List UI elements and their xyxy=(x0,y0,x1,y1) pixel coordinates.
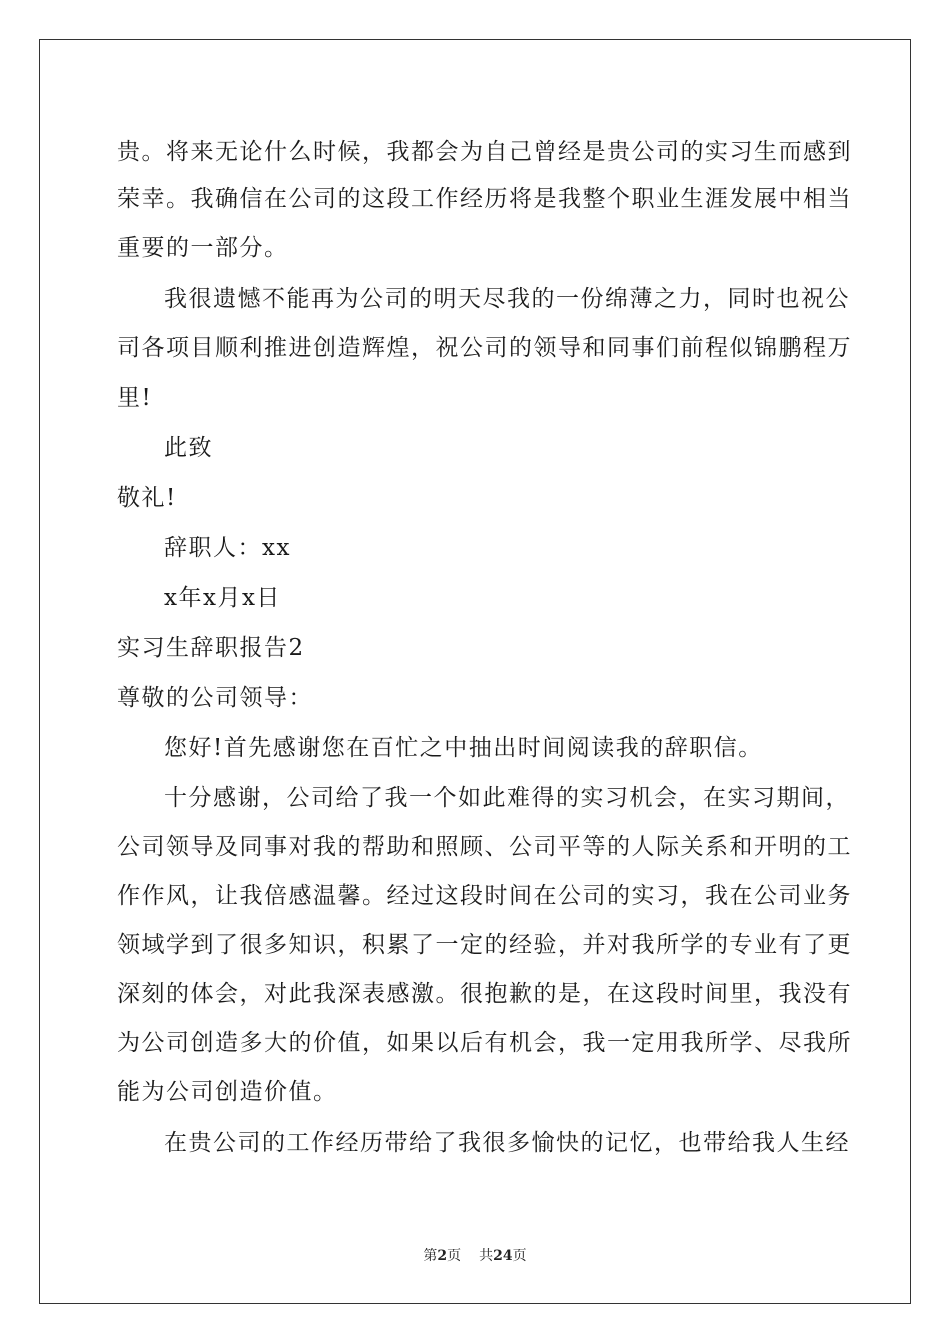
paragraph-line: 为公司创造多大的价值，如果以后有机会，我一定用我所学、尽我所 xyxy=(117,1030,852,1056)
paragraph-line: 作作风，让我倍感温馨。经过这段时间在公司的实习，我在公司业务 xyxy=(117,883,852,909)
paragraph-line: 领域学到了很多知识，积累了一定的经验，并对我所学的专业有了更 xyxy=(117,932,852,958)
signature-line: 辞职人：xx xyxy=(164,535,291,561)
paragraph-line: 里! xyxy=(117,385,153,411)
paragraph-line: 公司领导及同事对我的帮助和照顾、公司平等的人际关系和开明的工 xyxy=(117,834,852,860)
total-suffix: 页 xyxy=(512,1248,527,1264)
paragraph-line: 司各项目顺利推进创造辉煌，祝公司的领导和同事们前程似锦鹏程万 xyxy=(117,335,852,361)
date-line: x年x月x日 xyxy=(164,585,281,611)
paragraph-line: 荣幸。我确信在公司的这段工作经历将是我整个职业生涯发展中相当 xyxy=(117,186,852,212)
closing-salutation: 此致 xyxy=(164,435,213,461)
paragraph-line: 深刻的体会，对此我深表感激。很抱歉的是，在这段时间里，我没有 xyxy=(117,981,852,1007)
paragraph-line: 您好!首先感谢您在百忙之中抽出时间阅读我的辞职信。 xyxy=(164,735,763,761)
greeting-line: 尊敬的公司领导： xyxy=(117,685,313,711)
paragraph-line: 贵。将来无论什么时候，我都会为自己曾经是贵公司的实习生而感到 xyxy=(117,139,852,165)
page-frame xyxy=(39,39,911,1304)
page-prefix: 第 xyxy=(423,1248,438,1264)
paragraph-line: 在贵公司的工作经历带给了我很多愉快的记忆，也带给我人生经 xyxy=(164,1130,850,1156)
paragraph-line: 能为公司创造价值。 xyxy=(117,1079,338,1105)
total-prefix: 共 xyxy=(479,1248,494,1264)
total-page-count: 24 xyxy=(493,1248,513,1264)
paragraph-line: 我很遗憾不能再为公司的明天尽我的一份绵薄之力，同时也祝公 xyxy=(164,286,850,312)
closing-regards: 敬礼! xyxy=(117,485,177,511)
section-title: 实习生辞职报告2 xyxy=(117,635,305,661)
paragraph-line: 重要的一部分。 xyxy=(117,235,289,261)
page-suffix: 页 xyxy=(447,1248,462,1264)
page-footer xyxy=(0,1247,950,1265)
paragraph-line: 十分感谢，公司给了我一个如此难得的实习机会，在实习期间， xyxy=(164,785,850,811)
current-page-number: 2 xyxy=(437,1248,448,1264)
